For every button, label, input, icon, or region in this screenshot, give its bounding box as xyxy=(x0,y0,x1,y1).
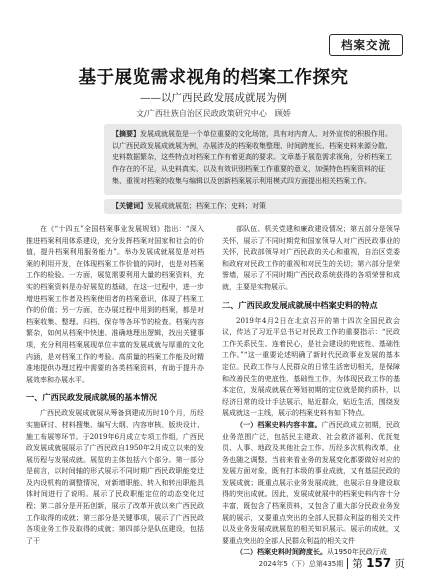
right-column xyxy=(222,224,400,559)
article-subtitle: ——以广西民政发展成就展为例 xyxy=(140,92,287,104)
footer-divider xyxy=(347,558,348,569)
subsection-text: 从1950年民政厅成 xyxy=(327,548,387,557)
subsection-label: （一）档案史料内容丰富。 xyxy=(236,420,322,429)
page-number: 第 157 页 xyxy=(352,556,405,570)
page-footer xyxy=(259,556,405,571)
article-title: 基于展览需求视角的档案工作探究 xyxy=(78,68,349,88)
subsection-text: 广西民政成立初期，民政业务范围广泛，包括民主建政、社会救济福利、优抚复员、人事、地政及其他社会工作。历经多次机构改革，业务也随之调整。当前来看业务的发展变化都要做好对应的发展方面对象，既有打本级的事业成就，又有基层民政的发展成就；既重点展示业务发展成就，也展示自身建设取得的突出成就。因此，发展成就展中的档案史料内容十分丰富，既包含了档案资料，又包含了重大部分民政业务发展的展示，又要重点突出的全部人民群众利益的相关文件以及业务发展成就展览的相关知识展示。展示的成就，又要重点突出的全部人民群众利益的相关文件 xyxy=(222,420,401,545)
left-column xyxy=(26,224,204,547)
section-tag: 档案交流 xyxy=(329,34,403,56)
keywords-label: 【关键词】 xyxy=(112,202,147,210)
author-line: 文/广西壮族自治区民政政策研究中心 顾娇 xyxy=(136,109,291,118)
subsection-paragraph xyxy=(222,420,400,548)
section-heading: 一、广西民政发展成就展的基本情况 xyxy=(26,392,158,403)
body-paragraph: 2019年4月2日在北京召开的第十四次全国民政会议，传达了习近平总书记对民政工作的重要指示：“民政工作关系民生、连着民心，是社会建设的兜底性、基础性工作。”“这一重要论述明确了新时代民政事业发展的基本定位。民政工作与人民群众的日常生活密切相关，是保障和改善民生的兜底性、基础性工作，为体现民政工作的基本定位，发展成就展在筹划初期的定位就是简约质朴，以经济日常的设计手法展示，贴近群众，贴近生活，围绕发展成就这一主线，展示的档案史料有如下特点。 xyxy=(222,316,400,418)
body-paragraph: 广西民政发展成就展从筹备到建成历时10个月，历经实施研讨、材料搜集、编写大纲、内容审核、版块设计、施工布展等环节。于2019年6月成立专项工作组，广西民政发展成就展展示了广西民政自1950年2月成立以来的发展历程与发展成就。展览的主体包括六个部分。第一部分是前言，以时间轴的形式展示不同时期广西民政职能变迁及内设机构的调整情况，对新增职能、转入和转出职能具体时间进行了说明。展示了民政职能定位的动态变化过程；第二部分是开拓创新，展示了改革开放以来广西民政工作取得的成就；第三部分是关键事项，展示了广西民政各项业务工作及取得的成就；第四部分是队伍建设，包括了干 xyxy=(26,409,204,545)
issue-info: 2024年5（下）总第435期 xyxy=(258,559,344,568)
section-heading: 二、广西民政发展成就展中档案史料的特点 xyxy=(222,299,378,310)
keywords-box xyxy=(104,199,402,214)
keywords-text: 发展成就展览；档案工作；史料；对策 xyxy=(147,202,266,210)
abstract-text: 发展成就展览是一个单位重要的文化场馆，具有对内育人、对外宣传的积极作用。以广西民政发展成就展为例，办展涉及的档案收集整理、时间跨度长、档案史料来源分散、史料数据繁杂，这些特点对档案工作有着更高的要求。文章基于展览需求视角，分析档案工作存在的不足，从史料真实、以及有效识别档案工作重要的意义，加强特色档案资料的征集、重视对档案的收集与编辑以及创新档案展示利用模式四方面提出相关档案工作。 xyxy=(112,130,392,185)
body-paragraph: 在《“十四五”全国档案事业发展规划》指出：“深入推进档案利用体系建设，充分发挥档案对国家和社会的价值，提升档案利用服务能力”。举办发展成就展览是对档案的利用开发，在体现档案工作价值的同时，也是对档案工作的检验。一方面，展览需要利用大量的档案资料，充实的档案资料是办好展览的基础，在这一过程中，进一步增进档案工作者及档案使用者的档案意识，体现了档案工作的价值；另一方面，在办展过程中用到的档案，都是对档案收集、整理、归档、保存等各环节的检查。档案内容繁杂，如何从档案中快速、准确地理出逻辑，找出关键事项，充分利用档案展现单位丰富的发展成就与厚重的文化内涵，是对档案工作的考验。高质量的档案工作能及时精准地提供办理过程中需要的各类档案资料，有助于提升办展效率和办展水平。 xyxy=(26,225,204,384)
body-paragraph: 部队伍、机关党建和廉政建设情况；第五部分是领导关怀，展示了不同时期党和国家领导人对广西民政事业的关怀，民政部领导对广西民政的关心和重视，自治区党委和政府对民政工作的重视和对民生的关切；第六部分是荣誉墙，展示了不同时期广西民政系统获得的各项荣誉和成就，主要是实物展示。 xyxy=(222,225,400,291)
abstract-box xyxy=(104,124,402,195)
abstract-label: 【摘要】 xyxy=(112,130,140,138)
subsection-label: （二）档案史料时间跨度长。 xyxy=(236,548,327,557)
